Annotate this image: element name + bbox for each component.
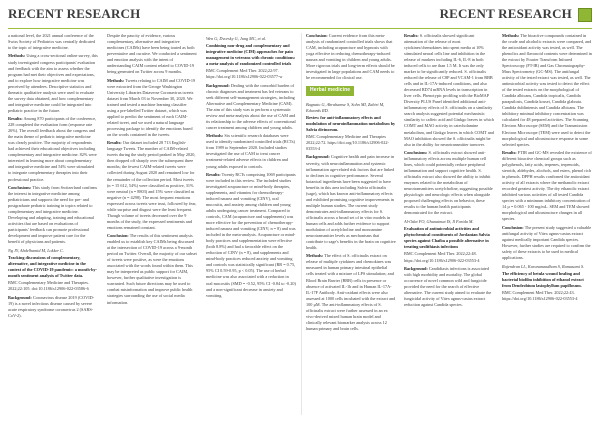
reference-citation: BMC Complementary Medicine and Therapies 2022;22:72. https://doi.org/10.1186/s12906-022-03553-4 (306, 133, 389, 151)
reference-entry (8, 248, 98, 292)
paragraph (502, 225, 592, 261)
paragraph-lead: Conclusions: (404, 149, 428, 155)
paragraph-text: a national level, the 2021 annual conference of the Swiss Society of Pediatrics was centrally dedicated to the topic of integrative medicine. (8, 33, 96, 51)
paragraph-lead: Background: (206, 82, 230, 88)
paragraph-lead: Methods: (206, 133, 224, 139)
paragraph (404, 33, 494, 148)
paragraph (8, 295, 98, 319)
paragraph-lead: Conclusions: (8, 184, 32, 190)
paragraph-lead: Conclusion: (306, 33, 328, 38)
reference-title: Combining non-drug and complementary and integrative medicine (CIM) approaches for pain management in veterans with chronic conditions: a meta-analysis of randomized controlled trials (206, 43, 296, 67)
paragraph-lead: Methods: (8, 53, 26, 59)
paragraph-text: Six scientific research databases were used to identify randomized controlled trials (RCTs) from 1989 to September 2020. Included studies investigated the use of CAM to treat cancer treatment-related adverse effects in children and young adults exposed to controls. (206, 133, 295, 169)
paragraph (8, 33, 98, 51)
column-4 (306, 33, 396, 415)
paragraph-text: The results of this sentiment analysis enabled us to establish key CAIMs being discussed at the intersection of COVID-19 across a 9-month period on Twitter. Overall, the majority of our subset of tweets were positive, as were the emotions associated with the words found within them. This may be interpreted as public support for CAIM, however, further qualitative investigation is warranted. Such future directions may be used to combat misinformation and improve public health strategies surrounding the use of social media information. (107, 233, 197, 305)
spread-divider (301, 33, 302, 415)
paragraph-text: This study from Switzerland confirms the interest in integrative medicine among pediatricians and supports the need for pre- and postgraduate pediatric training in topics related to complementary and integrative medicine. Developing and adapting, training and educational activities that are based on evaluations of participants' feedback can promote professional development and improve patient care for the benefit of physicians and patients. (8, 184, 98, 245)
paragraph-text: The bioactive compounds contained in the crude and alcoholic extracts were compared, and the antioxidant activity was tested, as well. The phenolics and flavonoid contents were determined in the extract by Fourier Transform Infrared Spectroscopy (FT-IR) and Gas Chromatography-Mass Spectrometry (GC-MS). The antifungal activity of the tested extract was tested, as well. The antimicrobial activity was tested to detect the effect of the tested extracts on the morphological of Candida albicans, Candida tropicalis, Candida parapsilosis, Candida krusei, Candida glabrata. Candida dubliniensis and Candida albicans. The inhibitory minimal inhibitory concentration was calculated for 48 prepared activities. The Scanning Electron Microscope (SEM) and the Transmission Electron Microscope (TEM) were used to detect the morphological and ultrastructure response in some selected species. (502, 33, 592, 147)
column-2 (107, 33, 197, 415)
paragraph-lead: Methods: (306, 253, 324, 259)
paragraph-lead: Conclusion: (107, 233, 129, 239)
paragraph-lead: Background: (306, 154, 330, 160)
reference-title: Evaluation of antimicrobial activities and phytochemical constituents of Jordanian Salvia species against Chaiba a possible alternative in treating urolithiasis infections (404, 226, 490, 250)
reference-authors: Al-Odat FO, Ghunaimat IS, Il Farida M. (404, 219, 474, 225)
paragraph-lead: Results: (107, 140, 122, 146)
paragraph-lead: Methods: (502, 33, 520, 38)
paragraph-text: Current evidence from this meta-analysis of randomized controlled trials shows that CAM, including acupuncture and hypnosis with yoga effective in reducing chemotherapy-induced nausea and vomiting in children and young adults. More rigorous trials and long-term effects should be investigated in large populations and CAM needs to be recommended for clinical use. (306, 33, 395, 81)
paragraph (107, 233, 197, 305)
paragraph-text: Despite the paucity of evidence, various complementary, alternative and integrative medicines (CAIMs) have been being touted as both preventative and curative. We conducted a sentiment and emotion analysis with the intent of understanding CAIM content related to COVID-19 being generated on Twitter across 9 months. (107, 33, 197, 75)
paragraph (306, 154, 396, 251)
header-title-right: RECENT RESEARCH (439, 6, 572, 21)
header-title-left: RECENT RESEARCH (8, 6, 141, 21)
paragraph-text: Dealing with the comorbid burden of chronic diagnoses and treatment has led veterans to seek different self-management strategies, including Alternative and Complementary Medicine (CAM). The aim of this study was to perform a systematic review and meta-analysis about the use of CAM and its relationship to the adverse effects of conventional cancer treatment among children and young adults. (206, 82, 296, 130)
paragraph-text: S. officinalis extract showed anti-inflammatory effects across multiple human cell lines, which could potentially reduce peripheral inflammation and support cognitive health. S. officinalis extract also showed the ability to inhibit enzymes related to the metabolism of neurotransmitters acetylcholine, suggesting possible physiologic and neurologic effects when alongside proposed challenging effects on behavior, these results to the human health participants demonstrated for the extract. (404, 149, 493, 216)
reference-entry (306, 102, 396, 152)
paragraph-lead: Background: (8, 294, 32, 300)
reference-citation: BMC Complement Med Ther. 2022;22:48. https://doi.org/10.1186/s12906-022-03553-4 (404, 251, 480, 263)
paragraph (107, 78, 197, 138)
paragraph-text: Using a cross-sectional online survey, this study investigated congress participants' evaluation and feedback with the aim to assess whether the program had met their objectives and expectations, and to explore how integrative medicine was perceived by attendees. Descriptive statistics and thematic qualitative analysis were used to evaluate the survey data obtained, and how complementary and integrative medicine could be integrated into pediatric practice in the future. (8, 53, 98, 113)
reference-entry (502, 264, 592, 302)
paragraph-lead: Background: (404, 266, 428, 272)
paragraph-text: The present study suggested a valuable antifungal activity of Vitex agnus-castus extract against medically important Candida species. However, further studies are required to confirm the safety of these extracts to be used in medical applications. (502, 224, 592, 260)
section-tag-herbal-medicine: Herbal medicine (306, 86, 354, 96)
paragraph-text: FTIR and GC-MS revealed the existence of different bioactive chemical groups such as polyphenols, fatty acids, terpenes, terpenoids, steroids, aldehydes, alcohols, and esters, phenol rich in phenols. DPPH results confirmed the antioxidant activity of all extracts where the methanolic extract recorded greatest activity. The dry ethanolic extract inhibited various activities of all tested Candida species with a minimum inhibitory concentration of 14 µ = 0.065 - 100 mg/mL. SEM and TEM showed morphological and ultrastructure changes in all species. (502, 149, 592, 222)
paragraph-lead: Results: (8, 116, 23, 122)
reference-citation: BMC Complement Med Ther. 2022;22:43. https://doi.org/10.1186/s12906-022-03553-4 (502, 290, 578, 302)
paragraph-lead: Results: (206, 171, 221, 177)
column-5 (404, 33, 494, 415)
paragraph-lead: Conclusion: (502, 224, 524, 230)
paragraph-text: Candidiasis infections is associated with high morbidity and mortality. The global occurrence of novel common wild and fungicide provided the need for the search of effective alternative. The current study aimed to evaluate the fungicidal activity of Vitex agnus-castus extract reduction against Candida species. (404, 266, 492, 308)
paragraph (404, 150, 494, 216)
reference-title: Tracking discussions of complementary, alternative, and integrative medicine in the context of the COVID-19 pandemic: a month-by-month sentiment analysis of Twitter data. (8, 255, 98, 279)
paragraph (404, 266, 494, 308)
reference-authors: Bagnato G, Abrahamse S, Sohn MI, Zabiri M, Edwards RD. (306, 101, 385, 113)
paragraph (206, 133, 296, 169)
paragraph-text: Tweets relating to CAIM and COVID-19 were extracted from the George Washington University Libraries Dataverse Coronavirus tweets dataset from March 03 to November 30, 2020. We trained and tested a machine learning classifier using a pre-labelled Twitter dataset, which was applied to predict the sentiment of each CAIM-related tweet, and we used a natural language processing package to identify the emotions based on the words contained in the tweets. (107, 77, 196, 137)
paragraph-lead: Results: (502, 149, 517, 155)
reference-authors: Wen G, Dvorsky G, Jung MC, et al. (206, 36, 267, 41)
paragraph-text: The effect of S. officinalis extract on release of multiple cytokines and chemokines was measured in human primary intestinal epithelial cells treated with a mixture of LPS stimulation; and Blood Brain Barrier (BBB) cells in presence or absence of activated IL-1b and in Human IL-17A-IL-17F Antibody. Anti-oxidant effects were also assessed at 1000 cells incubated with the extract and 100 µM. The anti-inflammatory effects of S. officinalis extract were further assessed in an ex vivo-derived mixed human brain model and clinically relevant biomarker analysis across 12 human primary and brain cells. (306, 253, 396, 331)
column-1 (8, 33, 98, 415)
page-header (8, 6, 592, 29)
paragraph (8, 185, 98, 245)
paragraph (107, 33, 197, 75)
accent-square-right (578, 8, 592, 22)
reference-title: The efficiency of betula wound healing and bacterial biofilm inhibition of ethanol extract from Dendrobium lasiophyllum papillosum. (502, 270, 584, 289)
paragraph-text: Among 870 participants of the conference, 228 completed the evaluation form (response rate 26%). The overall feedback about the congress and the main theme of pediatric integrative medicine was clearly positive. The majority of respondents had achieved their educational objectives including complementary and integrative medicine. 82% were interested in learning more about complementary and integrative medicine and 54% were stimulated to integrate complementary therapies into their professional practice. (8, 116, 97, 182)
paragraph (206, 172, 296, 299)
paragraph-lead: Results: (404, 33, 419, 38)
paragraph-text: Our dataset included 28 713 English-language Tweets. The number of CAIM-related tweets during the study period peaked in May 2020, then dropped off sharply over the subsequent three months; the fewest CAIM-related tweets were collected during August 2020 and remained low for the remainder of the collection period. Most tweets (n = 15 612, 54%) were classified as positive, 31% were neutral (n = 8803) and 15% were classified as negative (n = 4298). The most frequent emotions expressed across tweets were trust, followed by fear, while surprise and disgust were the least frequent. Though volume of tweets decreased over the 9 months of the study, the expressed sentiments and emotions remained constant. (107, 140, 197, 230)
reference-title: Review for anti-inflammatory effects and modulation of neuroinflammation metabolism by Salvia divinorum. (306, 114, 396, 132)
paragraph-text: S. officinalis showed significant attenuation of the release of most cytokines/chemokines into spent media at 10% stimulated neural cells line and inhibition in the release of markers including IL-6, IL-8 in both induced cells to are than 1.5 M. It was the only marker to be significantly reduced. S. officinalis reduced the release of C8P and VCAM-1 from BBB cells and in IL-17A-induced conditions, and also decreased RD74 mRNA levels in transcription in liver cells. Phenotypic profiling with the BioMAP Diversity PLUS Panel identified additional anti-inflammatory effects of S. officinalis on a similarity search analysis suggested potential mechanistic similarity to caffeic acid and Ginkgo leaves in which COMT and MAO activity in catecholamine metabolism, and Ginkgo leaves in which COMT and MAO inhibition showed the S. officinalis might be also in the ability for neurotransmitter turnover. (404, 33, 494, 147)
column-3 (206, 33, 296, 415)
column-6 (502, 33, 592, 415)
reference-citation: BMC Complementary Medicine and Therapies. 2022;22:105. doi:10.1186/s12906-022-03586-6 (8, 280, 90, 292)
reference-authors: Rajendran LL, Karunanandham S, Ramasami S. (502, 263, 585, 269)
paragraph-lead: Methods: (107, 77, 125, 83)
paragraph (206, 83, 296, 131)
paragraph-text: Coronavirus disease 2019 (COVID-19) is a novel infectious disease caused by severe acute respiratory syndrome coronavirus 2 (SARS-CoV-2). (8, 294, 95, 319)
reference-authors: Ng JY, Abdelhamid M, Lokker C. (8, 248, 64, 254)
reference-entry (404, 219, 494, 263)
paragraph (306, 253, 396, 331)
paragraph (8, 116, 98, 182)
paragraph-text: Cognitive health and pain increase in severity, with neuroinflammation and systemic inflammation age-related risk factors that are linked to declines in cognitive performance. Several botanical ingredients have been suggested to have benefits in this area including Salvia officinalis (sage), which has known anti-inflammatory effects and exhibited promising cognitive improvements in multiple human studies. The current study demonstrates anti-inflammatory effects for S. officinalis across a broad set of in vitro models in human cells and adds further evidence to support modulation of acetylcholine and monoamine neurotransmitter levels as mechanisms that contribute to sage's benefits in the brain on cognitive health. (306, 154, 396, 250)
paragraph (502, 150, 592, 222)
reference-citation: BMC Complement Med Ther. 2022;22:97. https://doi.org/10.1186/s12906-022-03577-w (206, 68, 283, 80)
paragraph (306, 33, 396, 81)
paragraph (8, 53, 98, 113)
article-columns (8, 33, 592, 415)
reference-entry (206, 36, 296, 80)
paragraph-text: Twenty RCTs comprising 1069 participants were included in this review. The included studies investigated acupuncture or mind-body therapies, supplements, and vitamins for chemotherapy-induced nausea and vomiting (CINV), oral mucositis, and anxiety among children and young adults undergoing cancer treatment. Compared to controls, CAM (acupuncture and supplements) was more effective for the prevention of chemotherapy-induced nausea and vomiting (CINV; n = 8) and was included in the meta-analysis. Acupuncture or mind-body practices and supplementation were effective (both 8.8%) and had a favorable effect on the reduction of CINV (n = 8), and supplements and mind-body practices reduced anxiety and vomiting and controls was statistically significant (RR = 0.75, 95% CI 0.59-0.95, p < 0.05). The use of herbal medicine was also associated with a reduction in oral mucositis (SMD = -0.52, 95% CI -0.84 to -0.20) and a non-significant decrease in anxiety and vomiting. (206, 171, 296, 298)
paragraph (107, 140, 197, 230)
paragraph (502, 33, 592, 148)
